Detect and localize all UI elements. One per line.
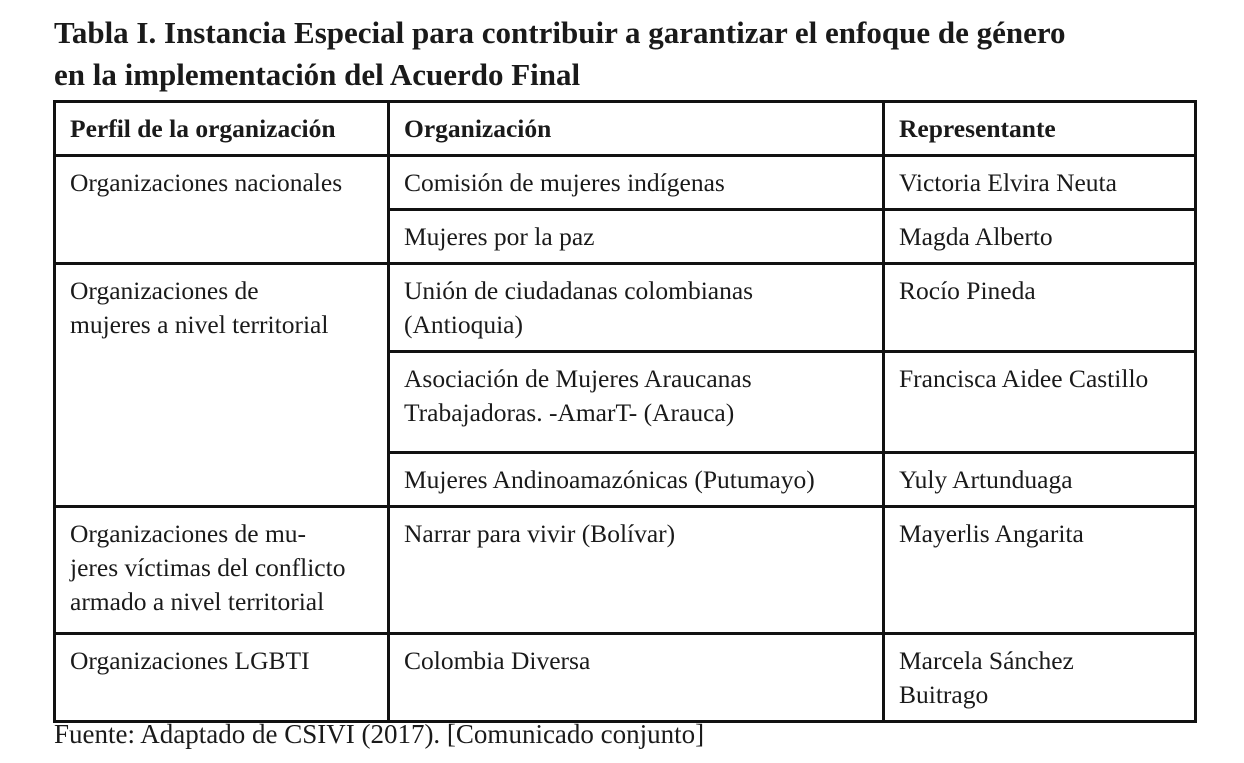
header-organization: Organización [389, 102, 884, 156]
profile-line: Organizaciones LGBTI [70, 646, 310, 675]
table-header-row [55, 102, 1196, 156]
profile-line: Organizaciones nacionales [70, 168, 343, 197]
organization-cell [389, 264, 884, 352]
source-note: Fuente: Adaptado de CSIVI (2017). [Comunicado conjunto] [54, 719, 705, 749]
profile-line: Organizaciones de [70, 276, 259, 305]
representative-line: Marcela Sánchez [899, 646, 1074, 675]
representative-cell [884, 507, 1196, 634]
organization-line: Mujeres Andinoamazónicas (Putumayo) [404, 465, 815, 494]
representative-cell [884, 453, 1196, 507]
representative-line: Yuly Artunduaga [899, 465, 1073, 494]
representative-cell [884, 352, 1196, 453]
organization-line: (Antioquia) [404, 310, 523, 339]
table-row [55, 156, 1196, 210]
organizations-table [53, 100, 1197, 723]
organization-line: Narrar para vivir (Bolívar) [404, 519, 676, 548]
profile-line: armado a nivel territorial [70, 587, 325, 616]
table-title [54, 12, 1214, 96]
profile-cell [55, 264, 389, 507]
representative-line: Magda Alberto [899, 222, 1053, 251]
organization-line: Asociación de Mujeres Araucanas [404, 364, 752, 393]
organization-cell [389, 453, 884, 507]
table-title-line: Tabla I. Instancia Especial para contribuir a garantizar el enfoque de género [54, 15, 1066, 50]
profile-cell [55, 634, 389, 722]
representative-line: Buitrago [899, 680, 989, 709]
organization-line: Colombia Diversa [404, 646, 591, 675]
representative-cell [884, 264, 1196, 352]
representative-line: Mayerlis Angarita [899, 519, 1084, 548]
organization-line: Unión de ciudadanas colombianas [404, 276, 754, 305]
representative-line: Victoria Elvira Neuta [899, 168, 1117, 197]
profile-line: jeres víctimas del conflicto [70, 553, 346, 582]
representative-line: Rocío Pineda [899, 276, 1036, 305]
organization-line: Trabajadoras. -AmarT- (Arauca) [404, 398, 735, 427]
table-title-line: en la implementación del Acuerdo Final [54, 57, 581, 92]
profile-cell [55, 507, 389, 634]
table-row [55, 264, 1196, 352]
header-profile: Perfil de la organización [55, 102, 389, 156]
representative-cell [884, 634, 1196, 722]
organization-cell [389, 156, 884, 210]
profile-cell [55, 156, 389, 264]
profile-line: Organizaciones de mu- [70, 519, 307, 548]
representative-cell [884, 210, 1196, 264]
table-row [55, 634, 1196, 722]
organization-line: Comisión de mujeres indígenas [404, 168, 725, 197]
organization-cell [389, 634, 884, 722]
organization-line: Mujeres por la paz [404, 222, 595, 251]
profile-line: mujeres a nivel territorial [70, 310, 329, 339]
representative-cell [884, 156, 1196, 210]
organization-cell [389, 507, 884, 634]
representative-line: Francisca Aidee Castillo [899, 364, 1149, 393]
organization-cell [389, 352, 884, 453]
organization-cell [389, 210, 884, 264]
header-representative: Representante [884, 102, 1196, 156]
table-row [55, 507, 1196, 634]
